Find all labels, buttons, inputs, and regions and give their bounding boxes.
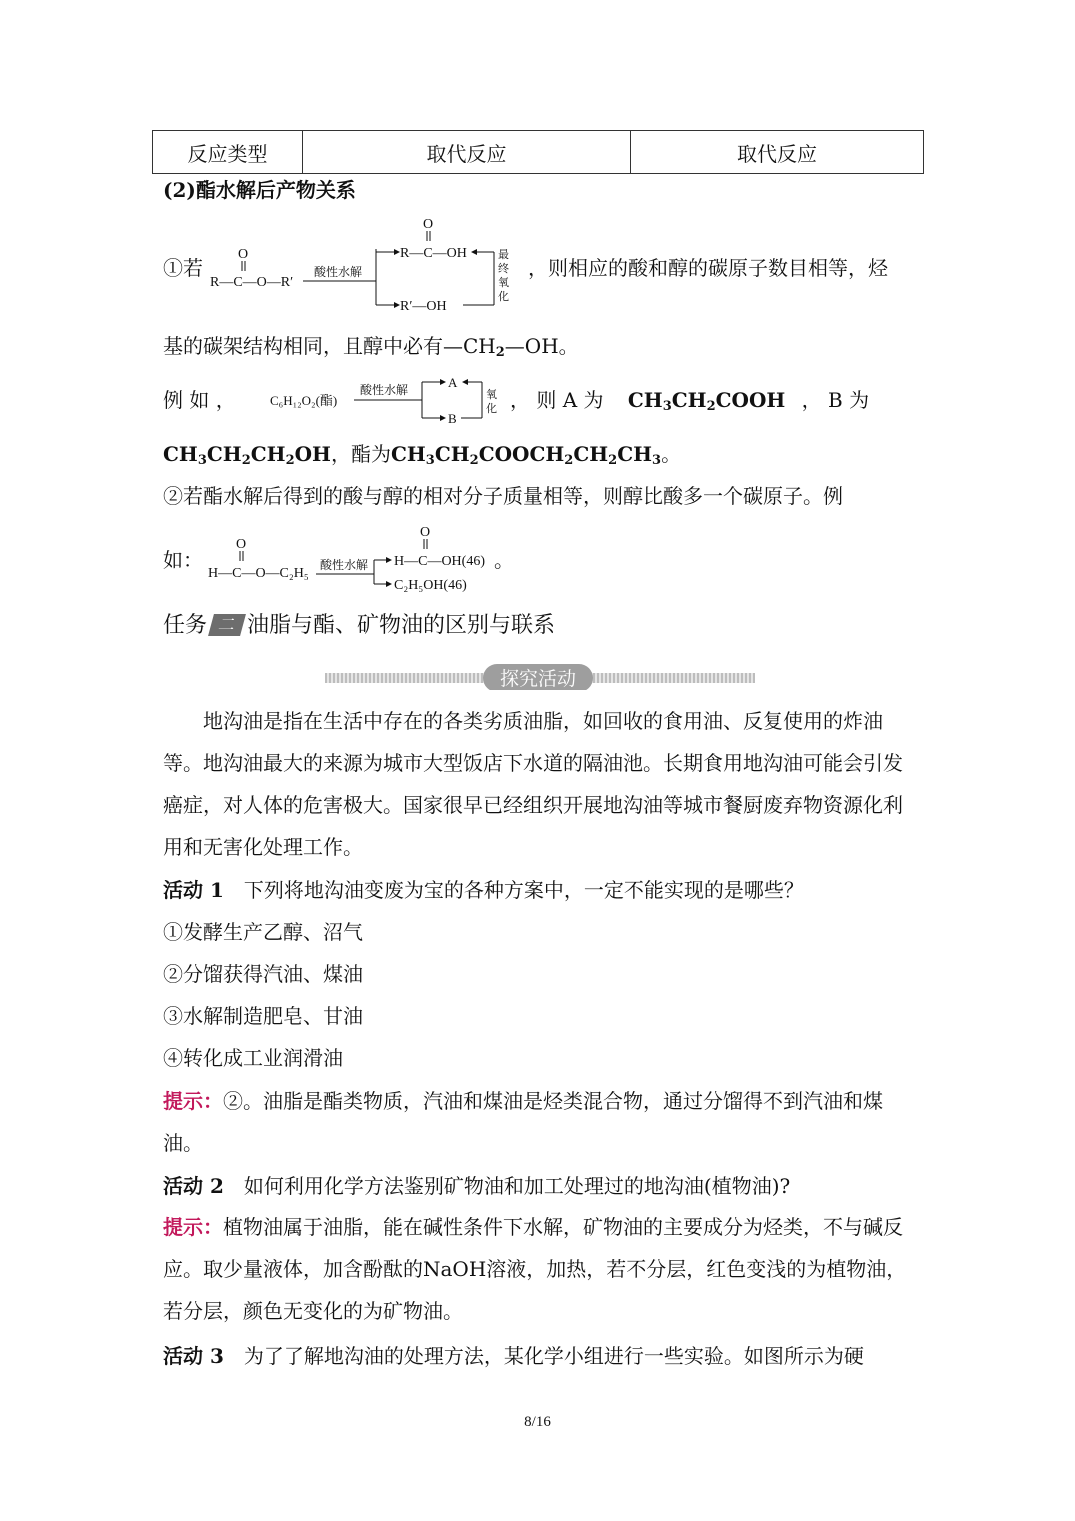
item1-suffix: ，则相应的酸和醇的碳原子数目相等，烃 bbox=[528, 256, 888, 280]
example-ester-formula: C₆H₁₂O₂(酯) bbox=[270, 393, 338, 408]
formate-arrow-label: 酸性水解 bbox=[320, 558, 369, 572]
list-item: ③水解制造肥皂、甘油 bbox=[163, 1004, 363, 1028]
arrow-label: 酸性水解 bbox=[314, 265, 363, 279]
item2-prefix: 如： bbox=[163, 548, 203, 572]
page-number: 8/16 bbox=[524, 1414, 551, 1430]
example1-line2: $CH_3CH_2CH_2OH$，酯为$CH_3CH_2COOCH_2CH_2CH_3$。 bbox=[163, 442, 682, 468]
activity2-hint: 提示：植物油属于油脂，能在碱性条件下水解，矿物油的主要成分为烃类，不与碱反应。取少量液体，加含酚酞的NaOH溶液，加热，若不分层，红色变浅的为植物油，若分层，颜色无变化的为矿物油。 bbox=[163, 1215, 907, 1323]
table-row bbox=[153, 131, 924, 174]
side-label: 最终氧化 bbox=[498, 249, 509, 303]
activity-banner bbox=[325, 664, 755, 690]
product-a: A bbox=[448, 375, 458, 390]
example-arrow-label: 酸性水解 bbox=[360, 383, 409, 397]
activity3: 活动 3 为了了解地沟油的处理方法，某化学小组进行一些实验。如图所示为硬 bbox=[163, 1344, 864, 1368]
example-side-label: 氧化 bbox=[486, 389, 497, 415]
example1-mid: ， 则 A 为 $CH_3CH_2COOH$ ， B 为 bbox=[510, 388, 870, 414]
example1-prefix: 例 如 ， bbox=[163, 388, 236, 412]
activity1: 活动 1 下列将地沟油变废为宝的各种方案中，一定不能实现的是哪些？ bbox=[163, 878, 804, 902]
carbonyl-o: O bbox=[238, 247, 249, 262]
formate-hydrolysis-scheme bbox=[206, 522, 496, 598]
item2-text: ②若酯水解后得到的酸与醇的相对分子质量相等，则醇比酸多一个碳原子。例 bbox=[163, 484, 843, 508]
section-heading: (2)酯水解后产物关系 bbox=[163, 178, 356, 202]
table-cell: 取代反应 bbox=[303, 131, 631, 174]
formate-ester: H—C—O—C₂H₅ bbox=[208, 566, 309, 581]
ester-hydrolysis-scheme bbox=[208, 214, 518, 318]
formic-acid: H—C—OH(46) bbox=[394, 554, 485, 569]
item2-end: 。 bbox=[494, 548, 514, 572]
activity2: 活动 2 如何利用化学方法鉴别矿物油和加工处理过的地沟油(植物油)? bbox=[163, 1174, 791, 1198]
reaction-type-table bbox=[152, 130, 924, 174]
list-item: ①发酵生产乙醇、沼气 bbox=[163, 920, 363, 944]
formic-carbonyl-o: O bbox=[420, 525, 431, 540]
list-item: ④转化成工业润滑油 bbox=[163, 1046, 343, 1070]
example-hydrolysis-scheme bbox=[268, 372, 508, 428]
activity1-hint: 提示：②。油脂是酯类物质，汽油和煤油是烃类混合物，通过分馏得不到汽油和煤油。 bbox=[163, 1089, 883, 1155]
formate-carbonyl-o: O bbox=[236, 537, 247, 552]
acid-formula: R—C—OH bbox=[400, 246, 467, 261]
table-cell: 反应类型 bbox=[153, 131, 303, 174]
product-b: B bbox=[448, 411, 457, 426]
item1-prefix: ①若 bbox=[163, 256, 203, 280]
ester-formula: R—C—O—R′ bbox=[210, 275, 294, 290]
ethanol: C₂H₅OH(46) bbox=[394, 578, 467, 593]
list-item: ②分馏获得汽油、煤油 bbox=[163, 962, 363, 986]
acid-carbonyl-o: O bbox=[423, 217, 434, 232]
intro-paragraph: 地沟油是指在生活中存在的各类劣质油脂，如回收的食用油、反复使用的炸油等。地沟油最大的来源为城市大型饭店下水道的隔油池。长期食用地沟油可能会引发癌症，对人体的危害极大。国家很早已经组织开展地沟油等城市餐厨废弃物资源化利用和无害化处理工作。 bbox=[163, 709, 903, 859]
task-number-badge: 二 bbox=[208, 614, 246, 636]
task-heading: 任务 二 油脂与酯、矿物油的区别与联系 bbox=[163, 613, 556, 638]
item1-line2: 基的碳架结构相同，且醇中必有$—CH_2—OH$。 bbox=[163, 334, 579, 360]
table-cell: 取代反应 bbox=[631, 131, 924, 174]
banner-text: 探究活动 bbox=[499, 668, 577, 690]
alcohol-formula: R′—OH bbox=[400, 299, 447, 314]
